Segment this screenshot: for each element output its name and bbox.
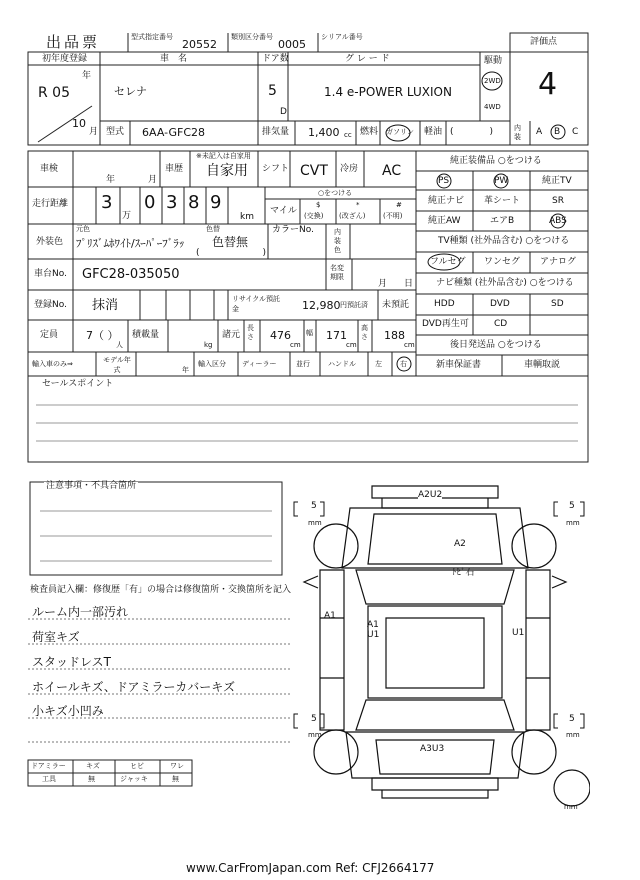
navi-title: ナビ種類 (社外品含む) ○をつける [436,278,574,288]
car-name-label: 車 名 [160,54,188,64]
equip-sr: SR [552,196,564,206]
mark-hood: A2 [454,539,466,549]
mileage-mark-note: ○をつける [318,189,353,197]
grade-label: 評価点 [530,37,558,47]
equip-leather: 革シート [484,196,521,206]
tread-rl-value: 5 [311,714,317,724]
color-paren: ( ) [196,248,267,258]
grade-name: 1.4 e-POWER LUXION [324,85,452,99]
mark-exchange: (交換) [304,212,324,220]
model-year-unit: 年 [182,366,189,374]
import-parallel: 並行 [296,360,310,368]
color-no-label: カラーNo. [272,225,314,235]
equip-navi: 純正ナビ [428,196,465,206]
chassis-label: 車台No. [34,269,67,279]
mark-unknown-symbol: # [396,201,402,209]
interior-b: B [554,127,561,137]
navi-hdd: HDD [434,299,455,309]
length-value: 476 [270,329,291,342]
length-unit: cm [290,341,301,349]
class-no-value: 0005 [278,38,306,51]
width-label: 幅 [306,329,313,337]
tread-rl-unit: mm [308,731,322,739]
tv-oneseg: ワンセグ [484,257,521,267]
capacity-person: 人 [116,341,123,349]
first-reg-year: R 05 [38,85,70,101]
import-cat-label: 輸入区分 [198,360,226,368]
mark-roof-a1: A1 [367,620,379,630]
mileage-unit: km [240,212,254,222]
mile-label: マイル [270,206,297,216]
mileage-digit-2: 0 [144,192,156,213]
recycle-unit: 円預託済 [340,301,368,309]
recycle-label: リサイクル預託金 [232,295,281,313]
fuel-paren: ( ) [450,127,494,137]
legend-header-2: キズ [86,762,100,770]
mileage-digit-5: 9 [210,192,222,213]
sales-point-label: セールスポイント [42,379,114,389]
shaken-month: 月 [148,175,158,185]
equip-abs: ABS [549,216,567,226]
shift-label: シフト [262,164,290,174]
drive-2wd: 2WD [484,77,501,85]
history-note: ※未記入は自家用 [196,152,251,160]
handle-right: 右 [400,360,407,368]
navi-dvd: DVD [490,299,510,309]
shift-value: CVT [300,163,328,179]
import-dealer: ディーラー [242,360,277,368]
drive-4wd: 4WD [484,103,501,111]
month-unit: 月 [89,127,99,137]
tv-analog: アナログ [540,257,577,267]
model-no-value: 20552 [182,38,217,51]
interior-c: C [572,127,579,137]
repaint-label: 色替 [206,225,220,233]
tread-fl-value: 5 [311,501,317,511]
model-value: 6AA-GFC28 [142,126,206,139]
serial-label: シリアル番号 [321,33,363,41]
legend-value-4: 無 [172,775,179,783]
cc-unit: cc [344,131,352,139]
tread-fr-unit: mm [566,519,580,527]
name-change-day: 日 [404,279,414,289]
registration-value: 抹消 [92,298,119,313]
doors-label: ドア数 [262,54,289,64]
legend-value-1: 工具 [42,775,56,783]
tread-rr-value: 5 [569,714,575,724]
mark-tamper: (改ざん) [339,212,366,220]
handle-label: ハンドル [328,360,356,368]
handle-left: 左 [375,360,382,368]
class-no-label: 類別区分番号 [231,33,273,41]
legend-header-4: ワレ [170,762,184,770]
interior-label: 内装 [514,124,521,141]
equip-airbag: エアB [490,216,515,226]
mileage-man: 万 [122,211,132,221]
equip-ps: PS [438,176,450,186]
width-unit: cm [346,341,357,349]
equip-aw: 純正AW [428,216,461,226]
comment-2: 荷室キズ [32,630,80,644]
grade-score: 4 [538,67,558,102]
length-label: 長さ [247,324,254,341]
first-reg-label: 初年度登録 [42,54,88,64]
model-year-label: モデル年式 [103,356,131,374]
history-label: 車歴 [165,164,184,174]
model-label: 型式 [106,127,125,137]
registration-label: 登録No. [34,300,67,310]
equip-pw: PW [494,176,509,186]
genuine-title: 純正装備品 ○をつける [450,156,542,166]
notes-label: 注意事項・不具合箇所 [46,481,137,491]
history-value: 自家用 [206,163,248,179]
color-label: 外装色 [36,237,64,247]
mileage-label: 走行距離 [32,199,69,209]
capacity-value: 7（ ） [86,329,119,342]
recycle-value: 12,980 [302,299,341,312]
mark-unknown: (不明) [383,212,403,220]
height-value: 188 [384,329,405,342]
navi-sd: SD [551,299,564,309]
shaken-year: 年 [106,175,116,185]
mileage-digit-1: 3 [101,192,113,213]
legend-header-3: ヒビ [130,762,144,770]
aircon-value: AC [382,163,402,179]
comment-4: ホイールキズ、ドアミラーカバーキズ [32,680,236,694]
mark-rear-bumper: A3U3 [420,744,445,754]
legend-value-2: 無 [88,775,95,783]
load-label: 積載量 [132,330,160,340]
name-change-month: 月 [378,279,388,289]
mark-roof-u1: U1 [367,630,380,640]
displacement-value: 1,400 [308,126,340,139]
interior-color-label: 内装色 [334,228,341,254]
tread-fl-unit: mm [308,519,322,527]
doc-warranty: 新車保証書 [436,360,482,370]
first-reg-slash [30,104,100,144]
car-name: セレナ [114,85,147,98]
orig-color-label: 元色 [76,225,90,233]
color-name: ﾌﾟﾘｽﾞﾑﾎﾜｲﾄ/ｽｰﾊﾟｰﾌﾞﾗｯ [76,237,185,250]
shaken-label: 車検 [40,164,59,174]
legend-value-3: ジャッキ [120,775,148,783]
sheet-title: 出品票 [46,33,101,51]
import-label: 輸入車のみ⇒ [32,360,73,368]
drive-label: 駆動 [484,56,503,66]
tv-title: TV種類 (社外品含む) ○をつける [438,236,570,246]
width-value: 171 [326,329,347,342]
mileage-digit-3: 3 [166,192,178,213]
mark-exchange-symbol: $ [316,201,321,209]
mark-right-u1: U1 [512,628,525,638]
interior-a: A [536,127,543,137]
displacement-label: 排気量 [262,127,290,137]
navi-cd: CD [494,319,508,329]
comment-5: 小キズ小凹み [32,704,104,718]
capacity-label: 定員 [40,330,59,340]
fuel-label: 燃料 [360,127,379,137]
model-no-label: 型式指定番号 [131,33,173,41]
chassis-value: GFC28-035050 [82,267,180,282]
legend-header-1: ドアミラー [31,762,66,770]
fuel-gasoline: ガソリン [386,128,414,136]
year-unit: 年 [82,71,92,81]
comment-1: ルーム内一部汚れ [32,605,129,619]
mark-tamper-symbol: * [356,201,360,209]
not-deposited: 未預託 [382,300,410,310]
doors-d: D [280,107,287,117]
aircon-label: 冷房 [340,164,359,174]
dims-label: 諸元 [222,330,241,340]
mark-windshield: ﾄﾋﾞ石 [452,568,475,578]
equip-tv: 純正TV [542,176,572,186]
inspector-note: 検査員記入欄：修復歴「有」の場合は修復箇所・交換箇所を記入 [30,585,292,595]
footer-ref: www.CarFromJapan.com Ref: CFJ2664177 [186,861,435,875]
first-reg-month: 10 [72,117,86,130]
navi-dvd-play: DVD再生可 [422,319,469,329]
color-change-value: 色替無 [212,235,249,249]
tread-rr-unit: mm [566,731,580,739]
tread-fr-value: 5 [569,501,575,511]
tv-fullseg: フルセグ [430,257,466,267]
grade-name-label: グ レ ー ド [345,54,390,64]
name-change-label: 名変期限 [330,264,344,281]
doors-value: 5 [268,83,277,99]
load-unit: kg [204,341,213,349]
mark-left-side: A1 [324,611,336,621]
mileage-digit-4: 8 [188,192,200,213]
docs-title: 後日発送品 ○をつける [450,340,542,350]
comment-3: スタッドレスT [32,655,111,669]
fuel-diesel: 軽油 [424,127,443,137]
doc-manual: 車輌取説 [524,360,561,370]
height-label: 高さ [361,324,368,341]
mark-front-bumper: A2U2 [418,490,443,500]
car-condition-diagram [290,478,590,816]
height-unit: cm [404,341,415,349]
spare-unit: mm [564,803,578,811]
